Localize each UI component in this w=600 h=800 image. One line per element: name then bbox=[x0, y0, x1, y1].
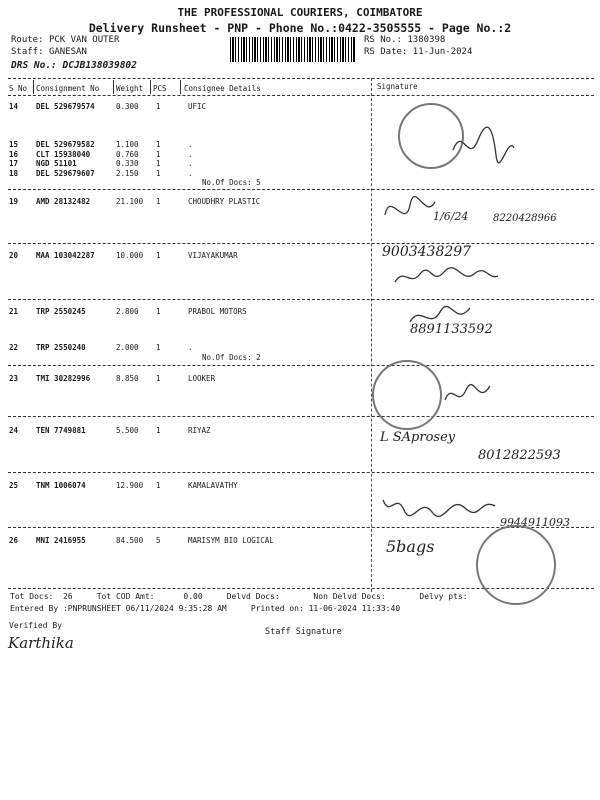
handwritten-phone-25: 9944911093 bbox=[500, 516, 570, 529]
signature-scribble-14 bbox=[448, 120, 518, 170]
row-consignee: CHOUDHRY PLASTIC bbox=[188, 197, 261, 206]
staff-label: Staff: bbox=[11, 47, 44, 57]
drs-line bbox=[11, 60, 137, 71]
row-consignee: . bbox=[188, 343, 193, 352]
row-pcs: 5 bbox=[156, 536, 161, 545]
row-consignee: UFIC bbox=[188, 102, 207, 111]
company-title: THE PROFESSIONAL COURIERS, COIMBATORE bbox=[177, 6, 423, 19]
company-stamp bbox=[476, 525, 556, 605]
handwritten-note-26: 5bags bbox=[386, 537, 435, 556]
divider bbox=[150, 80, 151, 94]
row-separator bbox=[8, 472, 594, 473]
verified-signature: Karthika bbox=[8, 634, 74, 652]
handwritten-date-19: 1/6/24 bbox=[433, 210, 469, 223]
rs-date-label: RS Date: bbox=[364, 47, 408, 57]
row-pcs: 1 bbox=[156, 140, 161, 149]
row-consignee: . bbox=[188, 150, 193, 159]
header-bottom-rule bbox=[8, 95, 594, 96]
divider bbox=[33, 80, 34, 94]
row-consignment: NGD 51101 bbox=[36, 159, 77, 168]
row-consignee: . bbox=[188, 140, 193, 149]
row-weight: 0.330 bbox=[116, 159, 139, 168]
row-sno: 24 bbox=[9, 426, 19, 435]
barcode-image bbox=[230, 37, 356, 62]
row-weight: 8.850 bbox=[116, 374, 139, 383]
col-consignee: Consignee Details bbox=[184, 84, 261, 93]
row-consignment: TMI 30282996 bbox=[36, 374, 91, 383]
col-consignment: Consignment No bbox=[36, 84, 100, 93]
row-weight: 2.800 bbox=[116, 307, 139, 316]
row-weight: 10.000 bbox=[116, 251, 144, 260]
row-pcs: 1 bbox=[156, 159, 161, 168]
row-consignment: DEL 529679607 bbox=[36, 169, 95, 178]
row-sno: 14 bbox=[9, 102, 19, 111]
drs-value: DCJB138039802 bbox=[62, 60, 137, 71]
docs-count-1: No.Of Docs: 5 bbox=[202, 178, 261, 187]
row-weight: 0.760 bbox=[116, 150, 139, 159]
row-consignee: VIJAYAKUMAR bbox=[188, 251, 238, 260]
signature-scribble-25 bbox=[380, 488, 500, 518]
row-weight: 2.000 bbox=[116, 343, 139, 352]
row-pcs: 1 bbox=[156, 251, 161, 260]
row-weight: 84.500 bbox=[116, 536, 144, 545]
row-weight: 0.300 bbox=[116, 102, 139, 111]
row-separator bbox=[8, 365, 594, 366]
drs-label: DRS No.: bbox=[11, 60, 57, 71]
row-weight: 21.100 bbox=[116, 197, 144, 206]
entered-by-line: Entered By :PNPRUNSHEET 06/11/2024 9:35:28 AM Printed on: 11-06-2024 11:33:40 bbox=[10, 604, 401, 613]
signature-scribble-20 bbox=[392, 262, 502, 292]
row-weight: 2.150 bbox=[116, 169, 139, 178]
row-consignee: MARISYM BIO LOGICAL bbox=[188, 536, 274, 545]
row-pcs: 1 bbox=[156, 481, 161, 490]
row-separator bbox=[8, 299, 594, 300]
row-consignment: TRP 2550240 bbox=[36, 343, 86, 352]
row-weight: 1.100 bbox=[116, 140, 139, 149]
row-sno: 18 bbox=[9, 169, 19, 178]
handwritten-name-24: L SAprosey bbox=[380, 430, 456, 445]
row-sno: 15 bbox=[9, 140, 19, 149]
row-consignment: DEL 529679574 bbox=[36, 102, 95, 111]
rs-no-line bbox=[364, 35, 445, 45]
row-consignment: TEN 7749881 bbox=[36, 426, 86, 435]
row-consignee: . bbox=[188, 159, 193, 168]
runsheet-subtitle: Delivery Runsheet - PNP - Phone No.:0422-3505555 - Page No.:2 bbox=[88, 21, 512, 35]
col-sno: S No bbox=[9, 84, 28, 93]
staff-line bbox=[11, 47, 87, 57]
staff-signature-label: Staff Signature bbox=[265, 627, 342, 637]
row-sno: 16 bbox=[9, 150, 19, 159]
row-sno: 21 bbox=[9, 307, 19, 316]
handwritten-phone-19: 8220428966 bbox=[493, 213, 557, 224]
row-separator bbox=[8, 416, 594, 417]
col-pcs: PCS bbox=[153, 84, 167, 93]
row-weight: 12.900 bbox=[116, 481, 144, 490]
row-consignment: MNI 2416955 bbox=[36, 536, 86, 545]
row-consignee: KAMALAVATHY bbox=[188, 481, 238, 490]
row-separator bbox=[8, 189, 594, 190]
totals-line: Tot Docs: 26 Tot COD Amt: 0.00 Delvd Docs: Non Delvd Docs: Delvy pts: bbox=[10, 592, 468, 601]
row-pcs: 1 bbox=[156, 426, 161, 435]
row-pcs: 1 bbox=[156, 343, 161, 352]
row-consignment: DEL 529679582 bbox=[36, 140, 95, 149]
row-sno: 26 bbox=[9, 536, 19, 545]
row-sno: 22 bbox=[9, 343, 19, 352]
row-pcs: 1 bbox=[156, 307, 161, 316]
staff-value: GANESAN bbox=[48, 47, 87, 57]
docs-count-2: No.Of Docs: 2 bbox=[202, 353, 261, 362]
col-signature: Signature bbox=[377, 82, 418, 91]
signature-divider bbox=[371, 78, 372, 592]
row-consignee: RIYAZ bbox=[188, 426, 211, 435]
rs-no-label: RS No.: bbox=[364, 35, 402, 45]
row-sno: 25 bbox=[9, 481, 19, 490]
row-consignment: CLT 15938040 bbox=[36, 150, 91, 159]
row-consignment: TNM 1006074 bbox=[36, 481, 86, 490]
rs-date-value: 11-Jun-2024 bbox=[412, 47, 473, 57]
row-consignment: TRP 2550245 bbox=[36, 307, 86, 316]
route-value: PCK VAN OUTER bbox=[48, 35, 120, 45]
row-pcs: 1 bbox=[156, 197, 161, 206]
row-pcs: 1 bbox=[156, 169, 161, 178]
row-sno: 23 bbox=[9, 374, 19, 383]
divider bbox=[180, 80, 181, 94]
row-pcs: 1 bbox=[156, 102, 161, 111]
row-consignee: PRABOL MOTORS bbox=[188, 307, 247, 316]
row-weight: 5.500 bbox=[116, 426, 139, 435]
verified-by-label: Verified By bbox=[9, 621, 62, 630]
row-consignment: MAA 103042287 bbox=[36, 251, 95, 260]
row-consignment: AMD 28132482 bbox=[36, 197, 91, 206]
handwritten-phone-21: 8891133592 bbox=[410, 322, 493, 337]
handwritten-phone-20: 9003438297 bbox=[382, 244, 472, 260]
route-label: Route: bbox=[11, 35, 44, 45]
row-sno: 20 bbox=[9, 251, 19, 260]
rs-date-line bbox=[364, 47, 472, 57]
handwritten-phone-24: 8012822593 bbox=[478, 448, 561, 463]
table-top-rule bbox=[8, 78, 594, 79]
row-separator bbox=[8, 243, 594, 244]
row-consignee: . bbox=[188, 169, 193, 178]
signature-scribble-23 bbox=[440, 378, 495, 413]
company-stamp bbox=[372, 360, 442, 430]
row-pcs: 1 bbox=[156, 374, 161, 383]
row-pcs: 1 bbox=[156, 150, 161, 159]
signature-scribble-19 bbox=[380, 190, 440, 235]
rs-no-value: 1380398 bbox=[407, 35, 446, 45]
row-sno: 17 bbox=[9, 159, 19, 168]
row-sno: 19 bbox=[9, 197, 19, 206]
divider bbox=[113, 80, 114, 94]
route-line bbox=[11, 35, 119, 45]
row-consignee: LOOKER bbox=[188, 374, 216, 383]
col-weight: Weight bbox=[116, 84, 144, 93]
